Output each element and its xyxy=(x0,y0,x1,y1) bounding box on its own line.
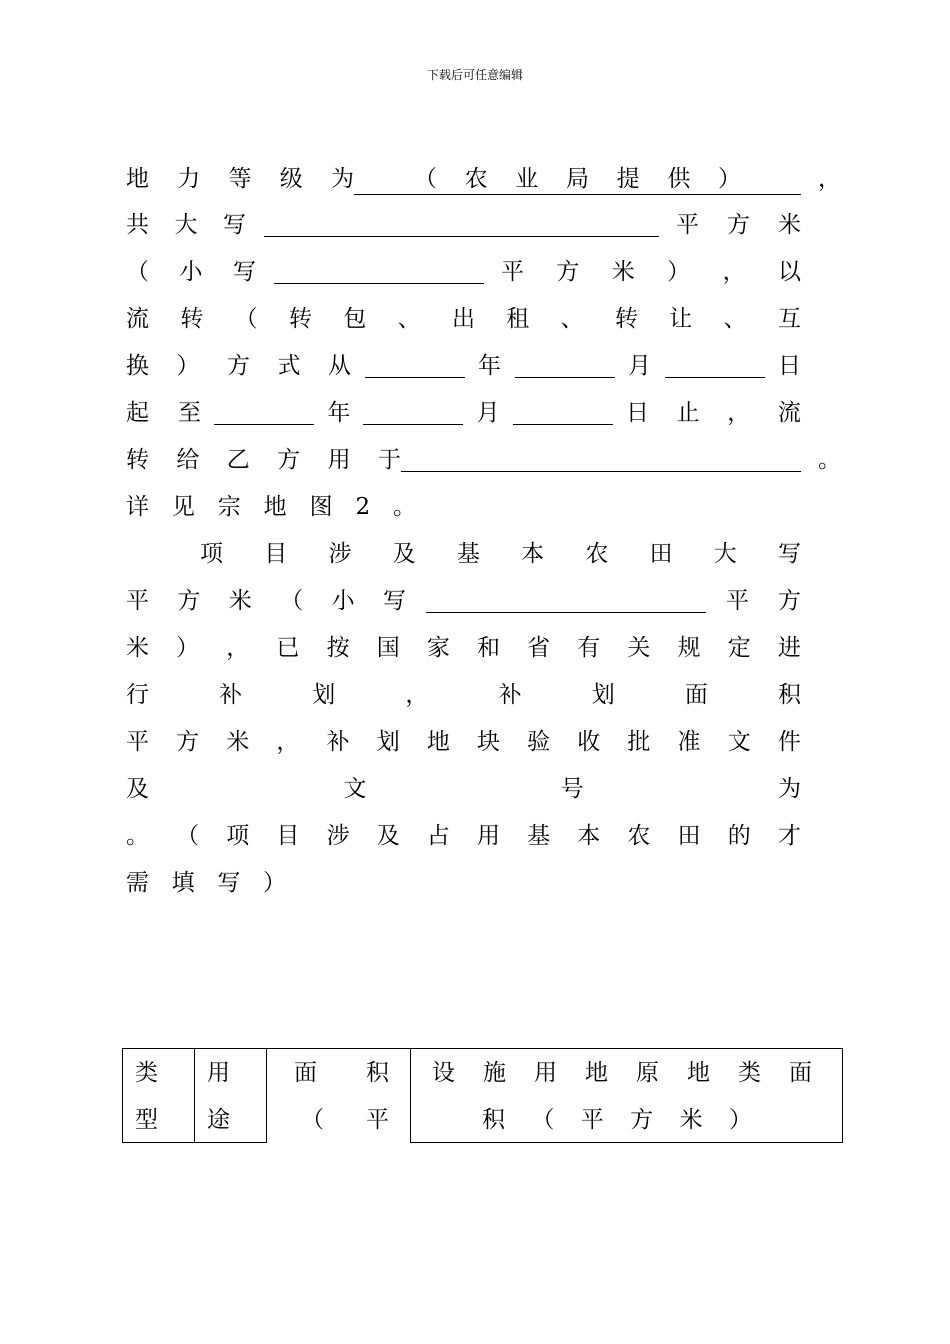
cell-text: 类 xyxy=(135,1060,158,1086)
fill-blank-start-year[interactable] xyxy=(365,355,465,378)
glyph: 方 xyxy=(556,259,580,285)
glyph: 号 xyxy=(560,776,584,802)
glyph: 式 xyxy=(277,353,301,379)
fill-blank-end-day[interactable] xyxy=(513,402,613,425)
glyph: 块 xyxy=(476,729,500,755)
glyph: 地 xyxy=(426,729,450,755)
glyph: 局 xyxy=(565,165,589,192)
glyph: 供 xyxy=(667,165,691,192)
glyph: 方 xyxy=(176,729,200,755)
glyph: 农 xyxy=(627,823,651,849)
fill-blank-start-month[interactable] xyxy=(515,355,615,378)
glyph: 、 xyxy=(723,306,747,332)
glyph: 本 xyxy=(521,541,545,567)
fill-blank-area-upper[interactable] xyxy=(264,214,659,237)
clause-line-7 xyxy=(126,443,841,477)
glyph: 写 xyxy=(777,541,801,567)
glyph: 占 xyxy=(426,823,450,849)
text: 年 xyxy=(478,353,501,379)
glyph: 止 xyxy=(676,400,700,426)
cell-text: 型 xyxy=(135,1107,158,1133)
glyph: 米 xyxy=(611,259,635,285)
clause-line-13 xyxy=(126,725,801,759)
glyph: 类 xyxy=(738,1060,761,1086)
glyph: 文 xyxy=(343,776,367,802)
glyph: 地 xyxy=(126,166,149,192)
glyph: ） xyxy=(176,635,200,661)
glyph: 面 xyxy=(294,1060,317,1086)
spaced-text xyxy=(126,725,801,759)
glyph: 已 xyxy=(276,635,300,661)
cell-text: 途 xyxy=(207,1107,230,1133)
glyph: 转 xyxy=(126,447,149,473)
glyph: 转 xyxy=(614,306,638,332)
facility-land-table xyxy=(122,1048,843,1143)
glyph: 大 xyxy=(713,541,737,567)
glyph: 流 xyxy=(126,306,149,332)
glyph: 平 xyxy=(726,588,749,614)
fill-blank-end-year[interactable] xyxy=(214,402,314,425)
glyph: 方 xyxy=(227,353,250,379)
glyph: 于 xyxy=(377,447,401,473)
glyph: （ xyxy=(301,1107,324,1133)
glyph: 涉 xyxy=(328,541,352,567)
spaced-text xyxy=(126,490,416,524)
clause-line-11 xyxy=(126,631,801,665)
clause-line-5 xyxy=(126,349,801,383)
glyph: 、 xyxy=(560,306,584,332)
punct: ， xyxy=(818,166,841,192)
clause-line-1 xyxy=(126,162,841,196)
glyph: ） xyxy=(717,165,741,192)
spaced-text xyxy=(126,255,256,289)
glyph: 项 xyxy=(200,541,223,567)
glyph: 写 xyxy=(233,259,256,285)
glyph: 力 xyxy=(177,166,201,192)
glyph: 大 xyxy=(174,212,198,238)
spaced-text xyxy=(126,772,801,806)
glyph: 文 xyxy=(727,729,751,755)
glyph: 包 xyxy=(343,306,367,332)
glyph: 方 xyxy=(630,1107,654,1133)
glyph: 批 xyxy=(627,729,651,755)
glyph: 设 xyxy=(432,1060,455,1086)
glyph: 写 xyxy=(223,212,246,238)
glyph: 需 xyxy=(126,870,149,896)
glyph: 平 xyxy=(126,729,149,755)
glyph: ， xyxy=(727,400,751,426)
punct: 。 xyxy=(818,447,841,473)
glyph: 、 xyxy=(397,306,421,332)
glyph: 准 xyxy=(677,729,701,755)
glyph: 规 xyxy=(677,635,701,661)
clause-line-4 xyxy=(126,302,801,336)
glyph: 填 xyxy=(171,870,195,896)
page-header-note: 下载后可任意编辑 xyxy=(426,68,523,82)
glyph: 积 xyxy=(777,682,801,708)
glyph: 等 xyxy=(228,166,252,192)
glyph: 进 xyxy=(777,635,801,661)
glyph: 家 xyxy=(426,635,450,661)
glyph: 出 xyxy=(451,306,475,332)
glyph: 项 xyxy=(226,823,250,849)
glyph: 方 xyxy=(277,447,301,473)
glyph: 用 xyxy=(476,823,500,849)
glyph: （ xyxy=(531,1107,555,1133)
clause-line-3 xyxy=(126,255,801,289)
spaced-text xyxy=(126,678,801,712)
glyph: 原 xyxy=(636,1060,659,1086)
glyph: 为 xyxy=(330,166,354,192)
glyph: 划 xyxy=(591,682,615,708)
fill-blank-basic-farmland-lower[interactable] xyxy=(426,590,706,613)
glyph: 及 xyxy=(376,823,400,849)
glyph: 米 xyxy=(228,588,252,614)
spaced-text xyxy=(126,443,401,477)
glyph: 租 xyxy=(506,306,530,332)
glyph: 才 xyxy=(777,823,801,849)
glyph: 本 xyxy=(577,823,601,849)
glyph: （ xyxy=(176,823,200,849)
glyph: 写 xyxy=(382,588,406,614)
glyph: 用 xyxy=(327,447,351,473)
fill-blank-area-lower[interactable] xyxy=(274,261,484,284)
glyph: 给 xyxy=(176,447,200,473)
glyph: 补 xyxy=(219,682,243,708)
glyph: 基 xyxy=(527,823,551,849)
glyph: 农 xyxy=(585,541,609,567)
glyph: 2 xyxy=(355,494,371,520)
glyph: ） xyxy=(728,1107,752,1133)
glyph: 和 xyxy=(476,635,500,661)
spaced-text xyxy=(626,396,801,430)
glyph: 方 xyxy=(177,588,201,614)
spaced-text xyxy=(501,255,801,289)
clause-line-15 xyxy=(126,819,801,853)
glyph: 平 xyxy=(126,588,149,614)
glyph: 的 xyxy=(727,823,751,849)
glyph: 验 xyxy=(527,729,551,755)
glyph: 平 xyxy=(366,1107,389,1133)
clause-line-6 xyxy=(126,396,801,430)
glyph: 田 xyxy=(649,541,673,567)
glyph: 补 xyxy=(326,729,350,755)
fill-blank-start-day[interactable] xyxy=(665,355,765,378)
fill-blank-end-month[interactable] xyxy=(363,402,463,425)
spaced-text xyxy=(126,302,801,336)
cell-text: 用 xyxy=(207,1060,230,1086)
spaced-text xyxy=(414,164,741,194)
spaced-text xyxy=(126,208,246,242)
spaced-text xyxy=(126,819,801,853)
table-vline xyxy=(842,1048,843,1143)
glyph: 乙 xyxy=(226,447,250,473)
glyph: 至 xyxy=(178,400,201,426)
table-cell-facility-area xyxy=(410,1048,842,1143)
glyph: 米 xyxy=(679,1107,703,1133)
table-cell-area xyxy=(266,1048,410,1143)
glyph: 按 xyxy=(326,635,350,661)
spaced-text xyxy=(676,208,801,242)
cell-text xyxy=(294,1058,389,1088)
glyph: 面 xyxy=(684,682,708,708)
glyph: 从 xyxy=(328,353,351,379)
glyph: 为 xyxy=(777,776,801,802)
glyph: 积 xyxy=(482,1107,505,1133)
glyph: 米 xyxy=(778,212,801,238)
glyph: 转 xyxy=(180,306,204,332)
glyph: 让 xyxy=(669,306,693,332)
glyph: 提 xyxy=(616,165,640,192)
glyph: （ xyxy=(413,165,437,192)
glyph: 写 xyxy=(217,870,241,896)
clause-line-12 xyxy=(126,678,801,712)
glyph: 有 xyxy=(577,635,601,661)
glyph: 平 xyxy=(676,212,699,238)
glyph: 田 xyxy=(677,823,701,849)
glyph: 面 xyxy=(789,1060,812,1086)
glyph: 地 xyxy=(687,1060,710,1086)
spaced-text xyxy=(126,396,201,430)
glyph: 关 xyxy=(627,635,651,661)
glyph: 收 xyxy=(577,729,601,755)
glyph: 小 xyxy=(179,259,203,285)
glyph: 用 xyxy=(534,1060,557,1086)
clause-line-10 xyxy=(126,584,801,618)
clause-line-8 xyxy=(126,490,801,524)
text: 月 xyxy=(628,353,651,379)
cell-text xyxy=(301,1105,389,1135)
glyph: 共 xyxy=(126,212,149,238)
glyph: 划 xyxy=(376,729,400,755)
glyph: （ xyxy=(126,259,149,285)
glyph: 业 xyxy=(515,165,539,192)
spaced-text xyxy=(126,584,406,618)
glyph: 件 xyxy=(777,729,801,755)
glyph: 涉 xyxy=(326,823,350,849)
glyph: 。 xyxy=(126,823,149,849)
glyph: 流 xyxy=(777,400,801,426)
fill-blank-agri-grade[interactable] xyxy=(354,164,801,195)
glyph: 目 xyxy=(264,541,288,567)
glyph: 宗 xyxy=(217,494,241,520)
clause-line-2 xyxy=(126,208,801,242)
spaced-text xyxy=(126,349,351,383)
spaced-text xyxy=(126,866,286,900)
glyph: ） xyxy=(262,870,286,896)
glyph: 目 xyxy=(276,823,300,849)
fill-blank-use-purpose[interactable] xyxy=(401,449,801,472)
clause-line-9 xyxy=(200,537,801,571)
glyph: 行 xyxy=(126,682,149,708)
glyph: 转 xyxy=(288,306,312,332)
glyph: 级 xyxy=(279,166,303,192)
glyph: 定 xyxy=(727,635,751,661)
glyph: 国 xyxy=(376,635,400,661)
glyph: 平 xyxy=(501,259,524,285)
glyph: 换 xyxy=(126,353,149,379)
glyph: 互 xyxy=(777,306,801,332)
glyph: 平 xyxy=(580,1107,604,1133)
glyph: 农 xyxy=(464,165,488,192)
glyph: 施 xyxy=(483,1060,506,1086)
glyph: ， xyxy=(276,729,300,755)
glyph: 积 xyxy=(366,1060,389,1086)
glyph: ， xyxy=(722,259,746,285)
glyph: 详 xyxy=(126,494,149,520)
glyph: ， xyxy=(226,635,250,661)
text: 年 xyxy=(327,400,351,426)
spaced-text xyxy=(200,537,801,571)
glyph: 起 xyxy=(126,400,149,426)
glyph: 方 xyxy=(778,588,801,614)
glyph: 地 xyxy=(585,1060,608,1086)
spaced-text xyxy=(726,584,801,618)
glyph: 方 xyxy=(727,212,750,238)
glyph: 地 xyxy=(263,494,287,520)
glyph: ） xyxy=(667,259,691,285)
clause-line-16 xyxy=(126,866,801,900)
glyph: 。 xyxy=(392,494,416,520)
glyph: （ xyxy=(234,306,258,332)
glyph: 以 xyxy=(777,259,801,285)
glyph: 米 xyxy=(226,729,250,755)
glyph: 小 xyxy=(331,588,355,614)
clause-line-14 xyxy=(126,772,801,806)
glyph: 见 xyxy=(171,494,195,520)
glyph: ， xyxy=(405,682,429,708)
cell-text xyxy=(432,1058,812,1088)
glyph: 及 xyxy=(126,776,149,802)
glyph: 基 xyxy=(456,541,480,567)
glyph: ） xyxy=(176,353,200,379)
table-cell-type xyxy=(122,1048,194,1143)
glyph: 补 xyxy=(498,682,522,708)
text: 日 xyxy=(778,353,801,379)
glyph: （ xyxy=(280,588,304,614)
glyph: 米 xyxy=(126,635,149,661)
spaced-text xyxy=(126,162,354,196)
spaced-text xyxy=(126,631,801,665)
glyph: 图 xyxy=(309,494,333,520)
glyph: 及 xyxy=(392,541,416,567)
cell-text xyxy=(482,1105,752,1135)
glyph: 划 xyxy=(312,682,336,708)
table-cell-use xyxy=(194,1048,266,1143)
text: 月 xyxy=(476,400,500,426)
glyph: 日 xyxy=(625,400,649,426)
glyph: 省 xyxy=(527,635,551,661)
